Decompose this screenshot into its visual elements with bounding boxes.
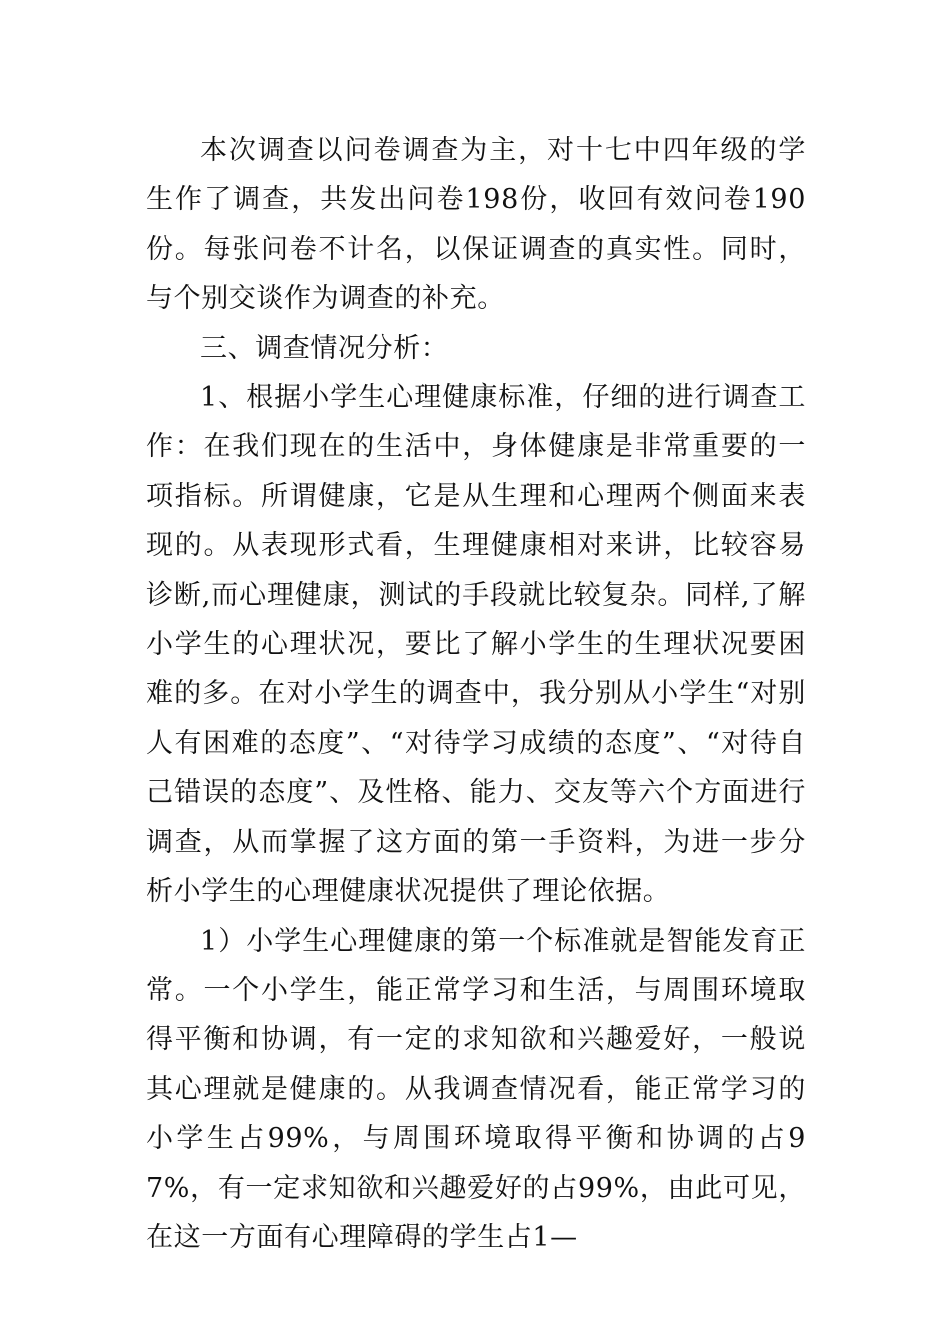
paragraph-health-standard: 1、根据小学生心理健康标准，仔细的进行调查工作：在我们现在的生活中，身体健康是非常重要的一项指标。所谓健康，它是从生理和心理两个侧面来表现的。从表现形式看，生理健康相对来讲，比较容易诊断,而心理健康，测试的手段就比较复杂。同样,了解小学生的心理状况，要比了解小学生的生理状况要困难的多。在对小学生的调查中，我分别从小学生“对别人有困难的态度”、“对待学习成绩的态度”、“对待自己错误的态度”、及性格、能力、交友等六个方面进行调查，从而掌握了这方面的第一手资料，为进一步分析小学生的心理健康状况提供了理论依据。 xyxy=(146,382,806,908)
section-heading-analysis: 三、调查情况分析： xyxy=(200,332,449,364)
document-body xyxy=(146,126,806,1262)
paragraph-survey-method: 本次调查以问卷调查为主，对十七中四年级的学生作了调查，共发出问卷198份，收回有效问卷190份。每张问卷不计名，以保证调查的真实性。同时，与个别交谈作为调查的补充。 xyxy=(146,135,806,315)
paragraph-first-standard: 1）小学生心理健康的第一个标准就是智能发育正常。一个小学生，能正常学习和生活，与周围环境取得平衡和协调，有一定的求知欲和兴趣爱好，一般说其心理就是健康的。从我调查情况看，能正常学习的小学生占99%，与周围环境取得平衡和协调的占97%，有一定求知欲和兴趣爱好的占99%，由此可见，在这一方面有心理障碍的学生占1— xyxy=(146,925,806,1253)
